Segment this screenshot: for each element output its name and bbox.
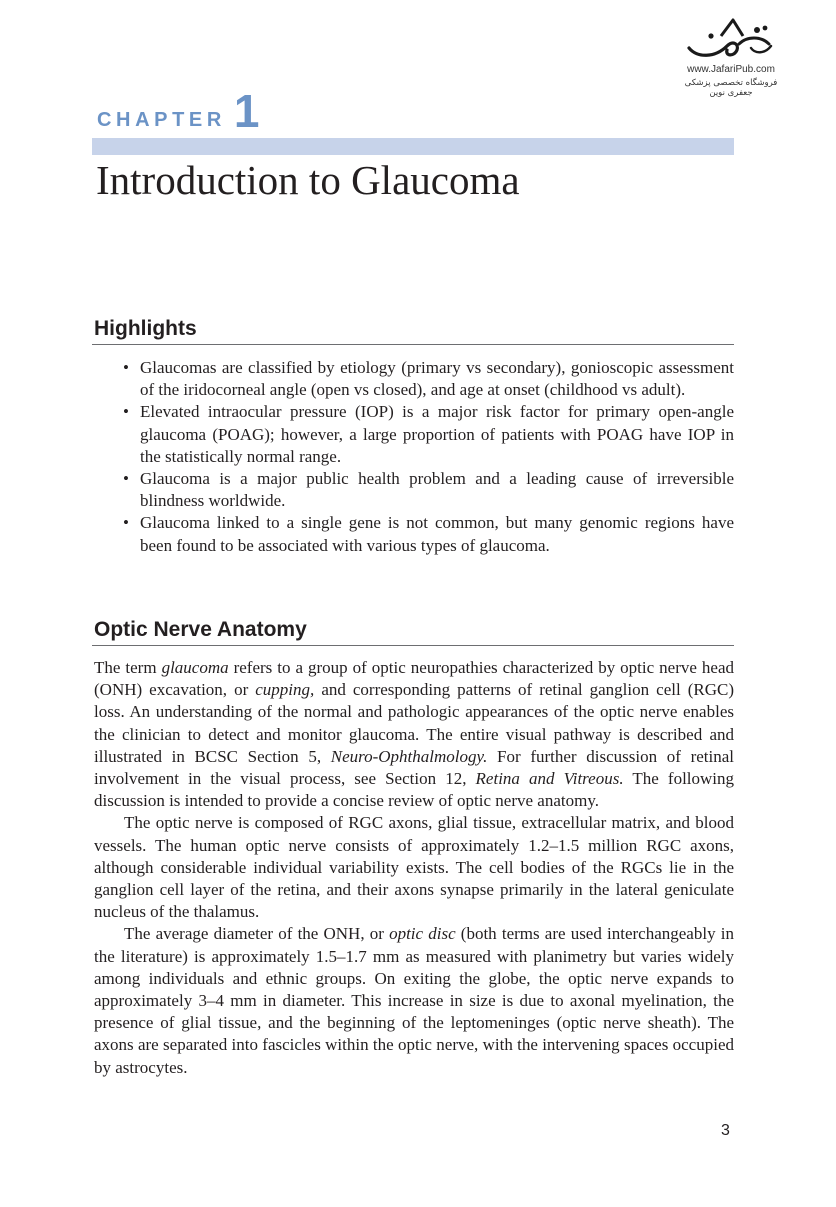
page-number: 3	[721, 1122, 730, 1139]
logo-store-name: فروشگاه تخصصی پزشکی جعفری نوین	[684, 78, 778, 98]
chapter-title: Introduction to Glaucoma	[96, 157, 520, 203]
paragraph-1	[94, 657, 734, 812]
highlights-list	[121, 357, 734, 557]
text-run: refers to a group of optic neuropathies characterized by optic nerve head (ONH) excavation, or	[94, 658, 734, 700]
bullet-icon: •	[123, 358, 129, 377]
text-run: The term	[94, 658, 162, 677]
highlight-text: Glaucoma is a major public health problem and a leading cause of irreversible blindness worldwide.	[140, 469, 734, 511]
bullet-icon: •	[123, 402, 129, 422]
italic-term: optic disc	[389, 924, 456, 944]
chapter-label	[97, 84, 260, 137]
paragraph-3	[94, 923, 734, 1078]
list-item	[121, 357, 734, 401]
chapter-word: CHAPTER	[97, 109, 226, 131]
section-body	[94, 657, 734, 1079]
list-item	[121, 512, 734, 556]
text-run: and corresponding patterns of retinal ganglion cell (RGC) loss. An understanding of the normal and pathologic appearances of the optic nerve enables the clinician to detect and monitor glaucoma. The entire visual pathway is described and illustrated in BCSC Section 5,	[94, 680, 734, 766]
text-run: The following discussion is intended to provide a concise review of optic nerve anatomy.	[94, 769, 735, 811]
highlight-text: Elevated intraocular pressure (IOP) is a major risk factor for primary open-angle glaucoma (POAG); however, a large proportion of patients with POAG have IOP in the statistically normal range.	[140, 402, 734, 466]
text-run: The average diameter of the ONH, or	[124, 924, 390, 944]
italic-reference: Retina and Vitreous.	[475, 769, 624, 789]
bullet-icon: •	[123, 513, 129, 533]
text-run: For further discussion of retinal involvement in the visual process, see Section 12,	[94, 746, 734, 789]
highlights-rule	[92, 344, 734, 345]
highlight-text: Glaucoma linked to a single gene is not common, but many genomic regions have been found to be associated with various types of glaucoma.	[140, 513, 734, 555]
bullet-icon: •	[123, 469, 129, 489]
italic-term: glaucoma	[161, 658, 229, 677]
list-item	[121, 468, 734, 512]
calligraphy-logo-icon	[681, 14, 781, 62]
list-item	[121, 401, 734, 468]
paragraph-2: The optic nerve is composed of RGC axons, glial tissue, extracellular matrix, and blood vessels. The human optic nerve consists of approximately 1.2–1.5 million RGC axons, although considerable individual variability exists. The cell bodies of the RGCs lie in the ganglion cell layer of the retina, and their axons synapse primarily in the lateral geniculate nucleus of the thalamus.	[94, 813, 734, 922]
section-rule	[92, 645, 734, 646]
publisher-logo	[672, 14, 790, 98]
text-run: (both terms are used interchangeably in the literature) is approximately 1.5–1.7 mm as measured with planimetry but varies widely among individuals and ethnic groups. On exiting the globe, the optic nerve expands to approximately 3–4 mm in diameter. This increase in size is due to axonal myelination, the presence of glial tissue, and the beginning of the leptomeninges (optic nerve sheath). The axons are separated into fascicles within the optic nerve, with the intervening spaces occupied by astrocytes.	[94, 924, 734, 1077]
logo-website: www.JafariPub.com	[687, 64, 775, 75]
chapter-number: 1	[233, 85, 260, 137]
italic-reference: Neuro-Ophthalmology.	[330, 746, 488, 766]
italic-term: cupping,	[255, 680, 315, 700]
section-heading: Optic Nerve Anatomy	[94, 618, 307, 641]
highlights-heading: Highlights	[94, 317, 197, 340]
title-bar	[92, 138, 734, 155]
highlight-text: Glaucomas are classified by etiology (primary vs secondary), gonioscopic assessment of the iridocorneal angle (open vs closed), and age at onset (childhood vs adult).	[140, 358, 734, 400]
